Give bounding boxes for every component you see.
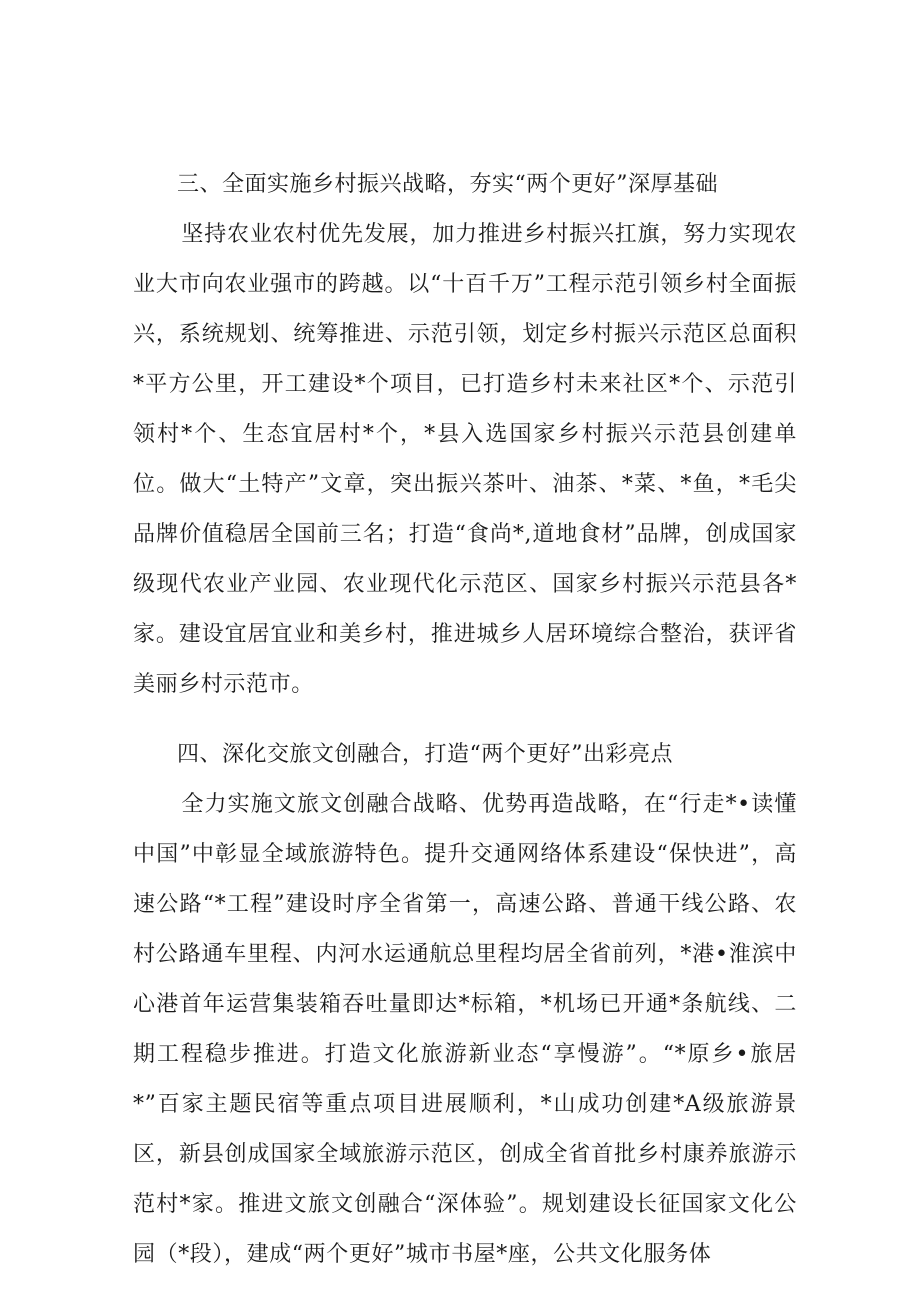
- section-4-heading: 四、深化交旅文创融合，打造“两个更好”出彩亮点: [177, 742, 673, 767]
- section-3-paragraph: 坚持农业农村优先发展，加力推进乡村振兴扛旗，努力实现农业大市向农业强市的跨越。以“十百千万”工程示范引领乡村全面振兴，系统规划、统筹推进、示范引领，划定乡村振兴示范区总面积*平方公里，开工建设*个项目，已打造乡村未来社区*个、示范引领村*个、生态宜居村*个，*县入选国家乡村振兴示范县创建单位。做大“土特产”文章，突出振兴茶叶、油茶、*菜、*鱼，*毛尖品牌价值稳居全国前三名；打造“食尚*,道地食材”品牌，创成国家级现代农业产业园、农业现代化示范区、国家乡村振兴示范县各*家。建设宜居宜业和美乡村，推进城乡人居环境综合整治，获评省美丽乡村示范市。: [133, 222, 797, 697]
- section-3-heading: 三、全面实施乡村振兴战略，夯实“两个更好”深厚基础: [177, 172, 718, 197]
- section-4-paragraph: 全力实施文旅文创融合战略、优势再造战略，在“行走*•读懂中国”中彰显全域旅游特色。提升交通网络体系建设“保快进”，高速公路“*工程”建设时序全省第一，高速公路、普通干线公路、农村公路通车里程、内河水运通航总里程均居全省前列，*港•淮滨中心港首年运营集装箱吞吐量即达*标箱，*机场已开通*条航线、二期工程稳步推进。打造文化旅游新业态“享慢游”。“*原乡•旅居*”百家主题民宿等重点项目进展顺利，*山成功创建*A级旅游景区，新县创成国家全域旅游示范区，创成全省首批乡村康养旅游示范村*家。推进文旅文创融合“深体验”。规划建设长征国家文化公园（*段），建成“两个更好”城市书屋*座，公共文化服务体: [133, 792, 797, 1267]
- document-body: [133, 160, 797, 1280]
